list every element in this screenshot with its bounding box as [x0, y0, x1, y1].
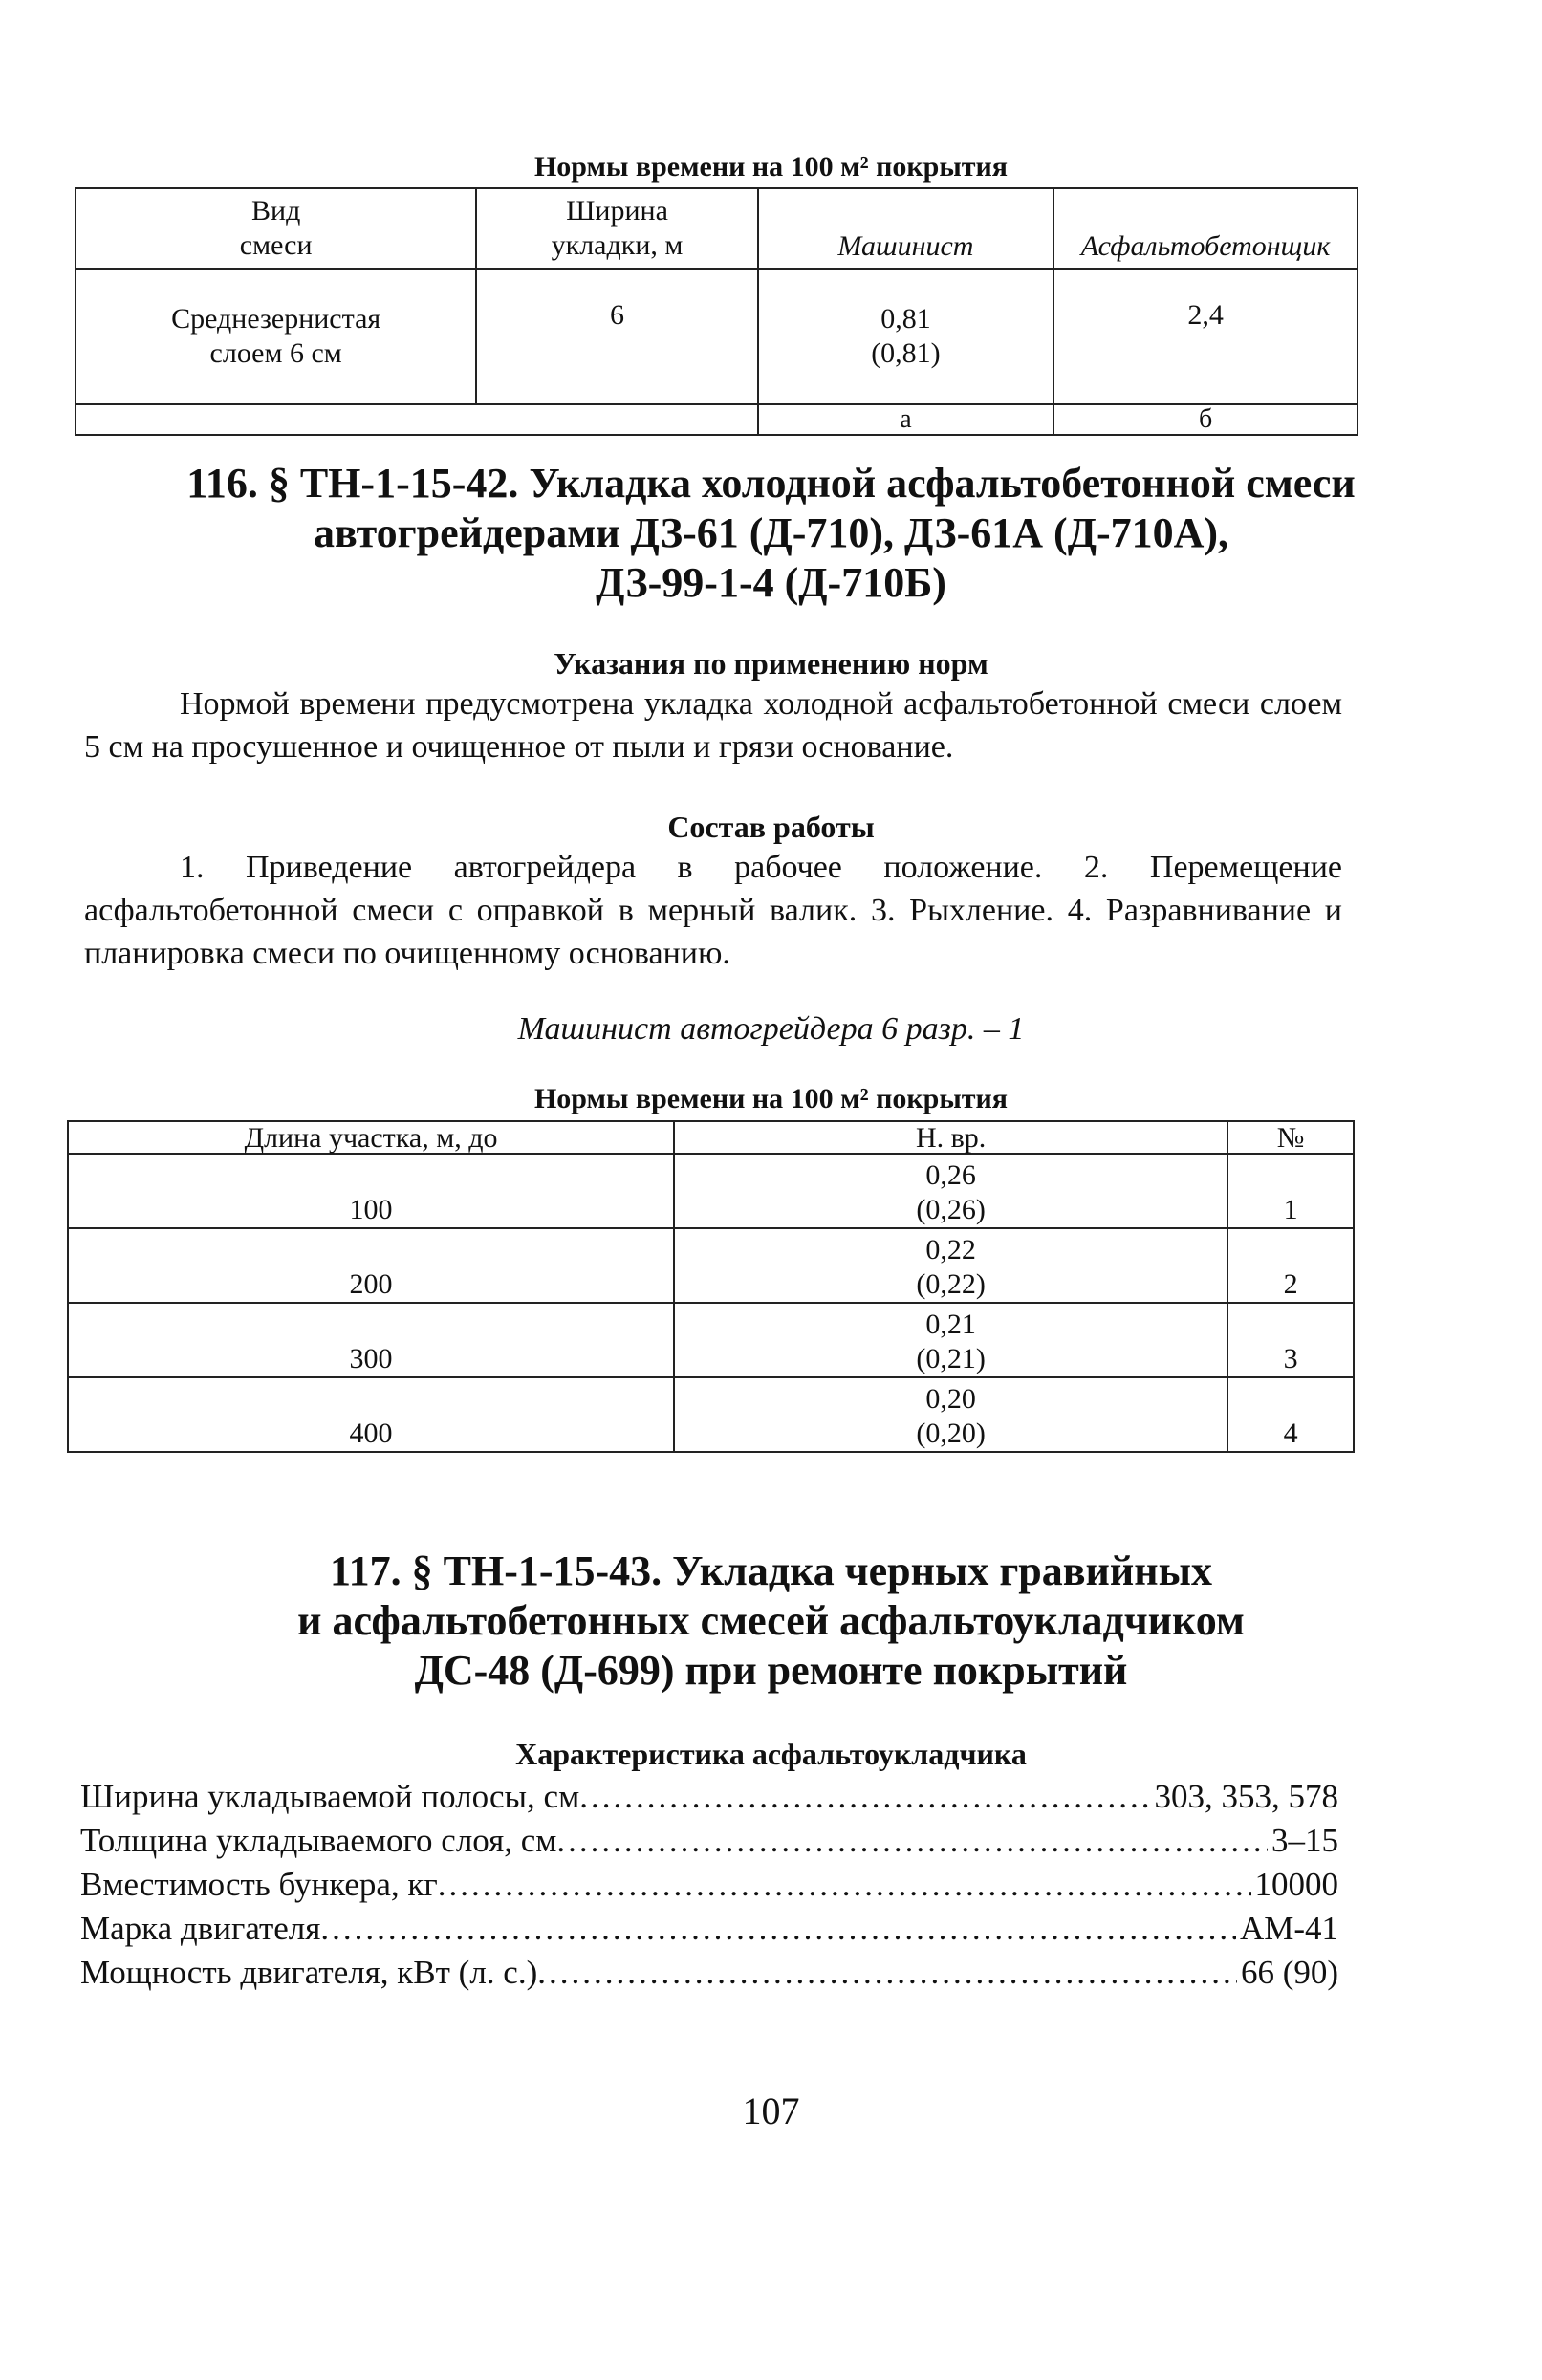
list-item: Мощность двигателя, кВт (л. с.) ..... 66 (90): [80, 1951, 1338, 1995]
table2-cell-norm: 0,20 (0,20): [674, 1377, 1227, 1452]
table2-cell-num: 1: [1227, 1154, 1354, 1228]
table1-label-empty: [76, 404, 758, 435]
table1-cell-asphalt-worker: 2,4: [1053, 269, 1357, 404]
table2-cell-length: 100: [68, 1154, 674, 1228]
spec-heading: Характеристика асфальтоукладчика: [515, 1737, 1027, 1771]
page-number: 107: [742, 2089, 800, 2132]
table-row: [68, 1377, 1354, 1452]
table2-cell-norm: 0,21 (0,21): [674, 1303, 1227, 1377]
table1: [75, 187, 1358, 436]
table1-cell-width: 6: [476, 269, 757, 404]
guidance-text: Нормой времени предусмотрена укладка холодной асфальтобетонной смеси слоем 5 см на просушенное и очищенное от пыли и грязи основание.: [84, 686, 1342, 765]
table2-cell-num: 3: [1227, 1303, 1354, 1377]
table1-header-machinist: Машинист: [758, 188, 1053, 269]
table2-header-length: Длина участка, м, до: [68, 1121, 674, 1154]
table1-caption: Нормы времени на 100 м² покрытия: [533, 151, 1009, 183]
table2-header-norm: Н. вр.: [674, 1121, 1227, 1154]
table1-label-b: б: [1053, 404, 1357, 435]
table1-header-row: [76, 188, 1357, 269]
table2-cell-norm: 0,26 (0,26): [674, 1154, 1227, 1228]
table1-header-mix-type: Вид смеси: [76, 188, 476, 269]
crew-line: Машинист автогрейдера 6 разр. – 1: [517, 1011, 1025, 1047]
section117-title: 117. § ТН-1-15-43. Укладка черных гравийных и асфальтобетонных смесей асфальтоукладчиком ДС-48 (Д-699) при ремонте покрытий: [297, 1547, 1245, 1694]
work-heading: Состав работы: [667, 810, 875, 844]
section116-title: 116. § ТН-1-15-42. Укладка холодной асфальтобетонной смеси автогрейдерами ДЗ-61 (Д-710), ДЗ-61А (Д-710А), ДЗ-99-1-4 (Д-710Б): [186, 460, 1356, 606]
table2-cell-num: 4: [1227, 1377, 1354, 1452]
list-item: Вместимость бункера, кг ..... 10000: [80, 1863, 1338, 1907]
table2-cell-length: 200: [68, 1228, 674, 1303]
table1-cell-mix-type: Среднезернистая слоем 6 см: [76, 269, 476, 404]
table-row: [76, 269, 1357, 404]
work-text: 1. Приведение автогрейдера в рабочее положение. 2. Перемещение асфальтобетонной смеси с оправкой в мерный валик. 3. Рыхление. 4. Разравнивание и планировка смеси по очищенному основанию.: [84, 850, 1342, 971]
table1-label-a: а: [758, 404, 1053, 435]
table1-header-asphalt-worker: Асфальтобетонщик: [1053, 188, 1357, 269]
list-item: Марка двигателя ..... АМ-41: [80, 1907, 1338, 1951]
table2-cell-norm: 0,22 (0,22): [674, 1228, 1227, 1303]
table-row: [68, 1228, 1354, 1303]
spec-list: [80, 1775, 1338, 1995]
table2-cell-num: 2: [1227, 1228, 1354, 1303]
table1-header-width: Ширина укладки, м: [476, 188, 757, 269]
table2-header-row: [68, 1121, 1354, 1154]
table1-label-row: [76, 404, 1357, 435]
table2-header-num: №: [1227, 1121, 1354, 1154]
table2-cell-length: 300: [68, 1303, 674, 1377]
table-row: [68, 1303, 1354, 1377]
list-item: Ширина укладываемой полосы, см ..... 303, 353, 578: [80, 1775, 1338, 1819]
table2: [67, 1120, 1355, 1453]
list-item: Толщина укладываемого слоя, см ..... 3–15: [80, 1819, 1338, 1863]
guidance-heading: Указания по применению норм: [554, 646, 988, 681]
table1-cell-machinist: 0,81 (0,81): [758, 269, 1053, 404]
table-row: [68, 1154, 1354, 1228]
table2-caption: Нормы времени на 100 м² покрытия: [533, 1083, 1009, 1114]
table2-cell-length: 400: [68, 1377, 674, 1452]
